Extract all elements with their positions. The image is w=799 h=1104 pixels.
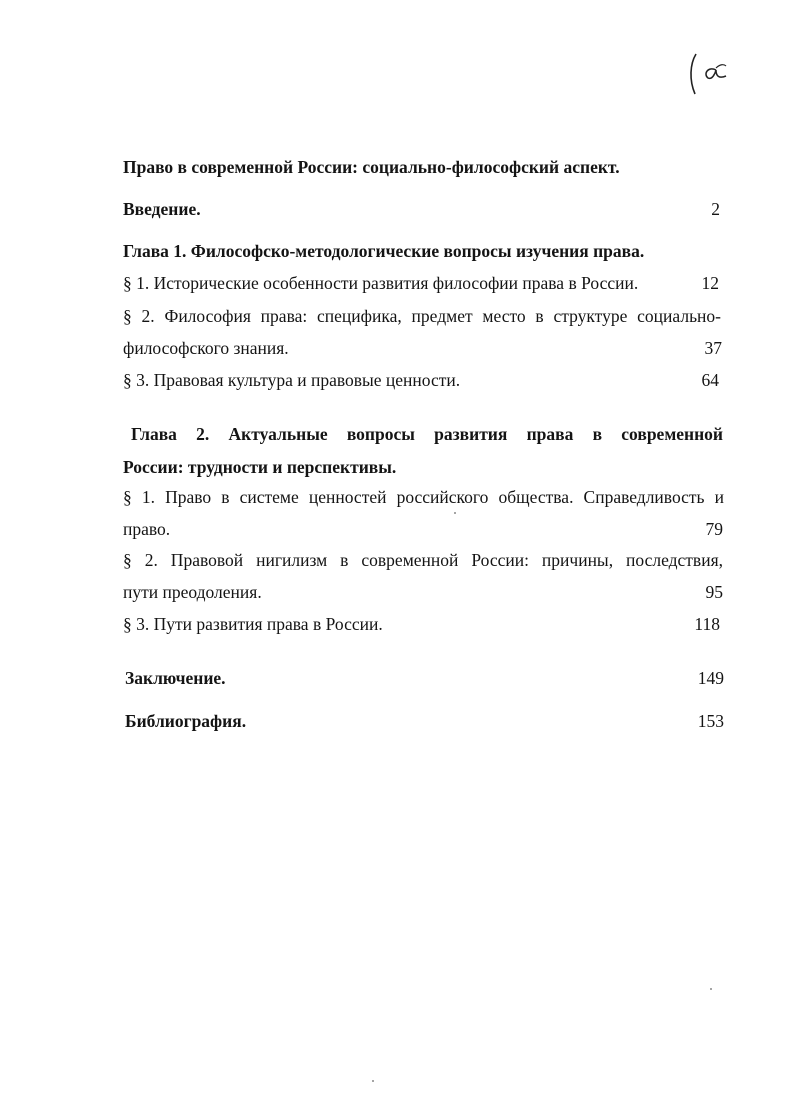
- chapter2-section1-line2: право.: [123, 519, 171, 539]
- toc-intro-label: Введение.: [123, 199, 201, 219]
- document-title: Право в современной России: социально-философский аспект.: [123, 157, 620, 177]
- chapter1-section2-line2: философского знания.: [123, 338, 289, 358]
- chapter1-section2-page: 37: [704, 338, 722, 358]
- toc-bibliography-page: 153: [697, 711, 724, 731]
- chapter2-section2-line1: § 2. Правовой нигилизм в современной России: причины, последствия,: [123, 550, 723, 570]
- chapter2-section2-page: 95: [705, 582, 723, 602]
- toc-bibliography-label: Библиография.: [125, 711, 247, 731]
- scan-speck: [710, 988, 712, 990]
- toc-conclusion-label: Заключение.: [125, 668, 226, 688]
- scan-speck: [454, 512, 456, 514]
- chapter1-section3: § 3. Правовая культура и правовые ценности.: [123, 370, 461, 390]
- chapter1-section1: § 1. Исторические особенности развития философии права в России.: [123, 273, 639, 293]
- toc-conclusion-page: 149: [697, 668, 724, 688]
- handwritten-annotation: [686, 50, 736, 100]
- chapter1-title: Глава 1. Философско-методологические вопросы изучения права.: [123, 241, 645, 261]
- chapter1-section2-line1: § 2. Философия права: специфика, предмет место в структуре социально-: [123, 306, 721, 326]
- chapter2-section1-page: 79: [705, 519, 723, 539]
- chapter2-section2-line2: пути преодоления.: [123, 582, 262, 602]
- chapter2-section1-line1: § 1. Право в системе ценностей российского общества. Справедливость и: [123, 487, 724, 507]
- chapter1-section1-page: 12: [701, 273, 719, 293]
- chapter2-title-line1: Глава 2. Актуальные вопросы развития права в современной: [131, 424, 723, 444]
- toc-intro-page: 2: [711, 199, 720, 219]
- chapter2-title-line2: России: трудности и перспективы.: [123, 457, 397, 477]
- chapter1-section3-page: 64: [701, 370, 719, 390]
- scan-speck: [372, 1080, 374, 1082]
- chapter2-section3: § 3. Пути развития права в России.: [123, 614, 383, 634]
- chapter2-section3-page: 118: [694, 614, 720, 634]
